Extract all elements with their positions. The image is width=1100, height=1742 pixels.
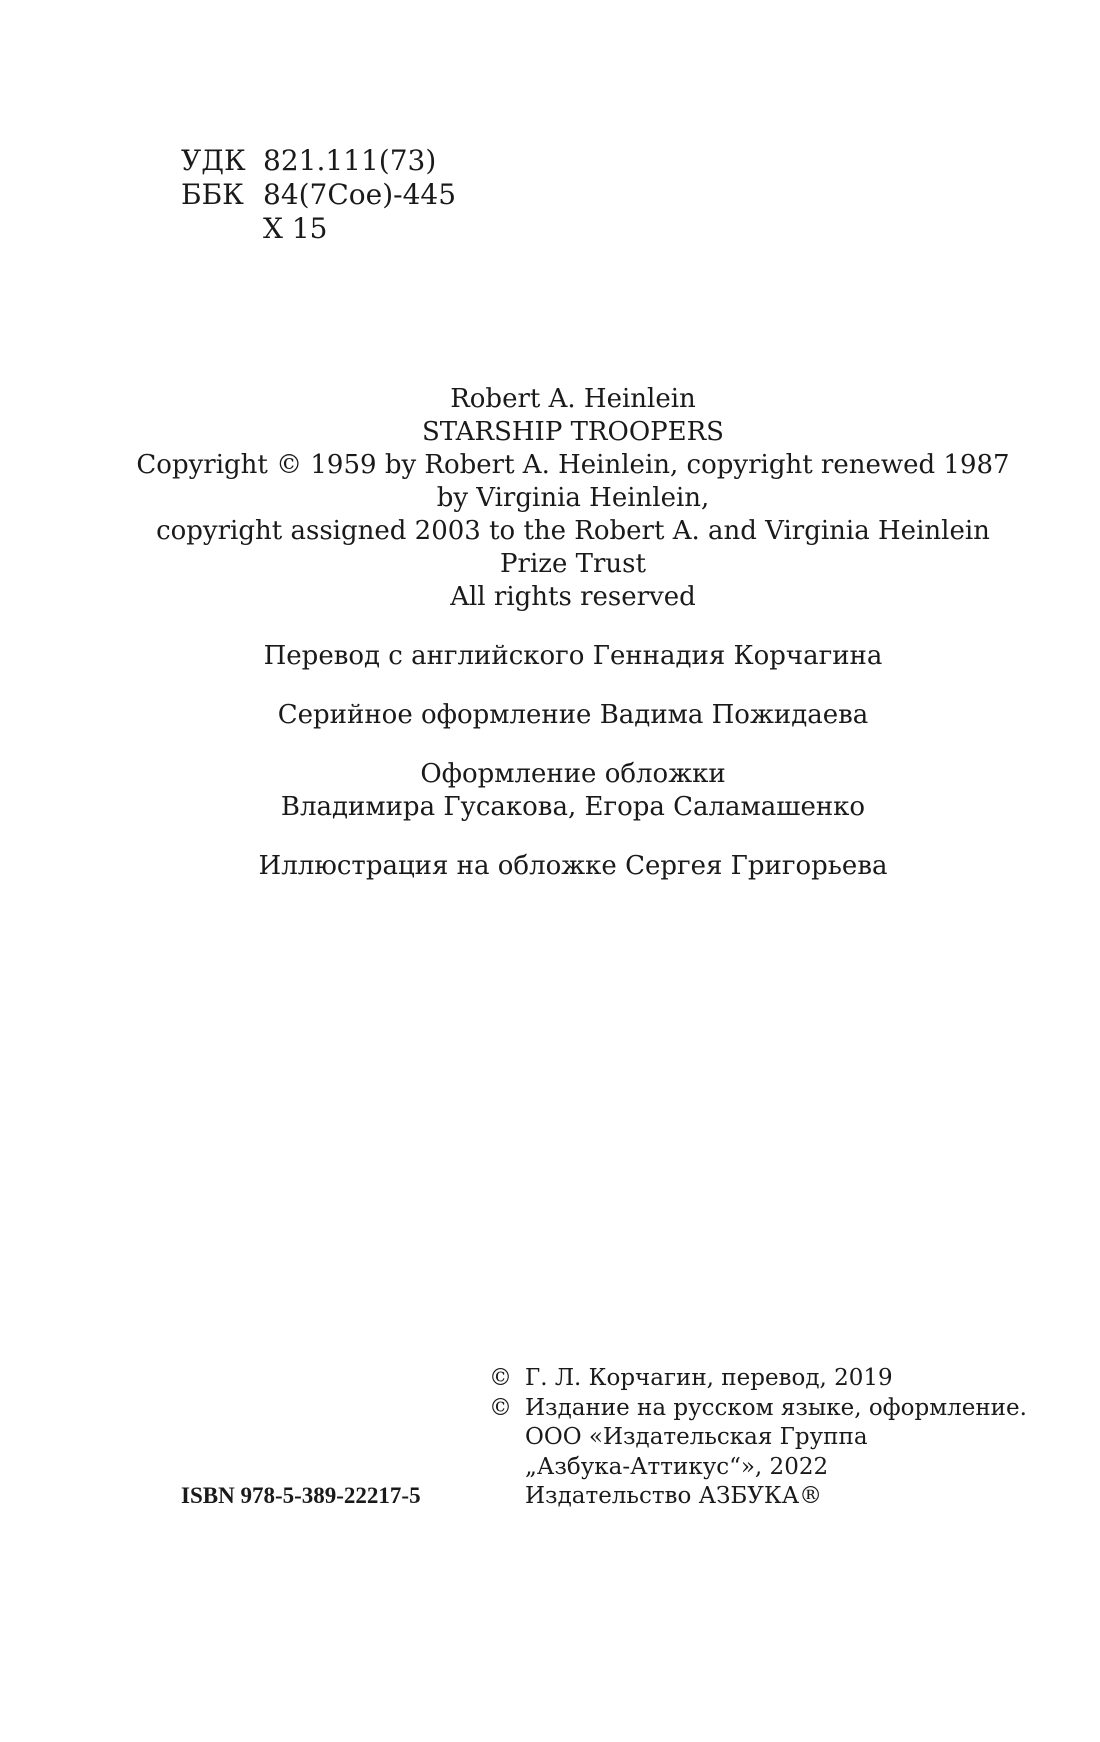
publisher-line: „Азбука-Аттикус“», 2022 — [525, 1453, 829, 1480]
original-author: Robert A. Heinlein — [450, 384, 696, 414]
copyright-symbol: © — [489, 1394, 512, 1421]
publisher-row — [489, 1453, 1027, 1483]
cover-design-line: Владимира Гусакова, Егора Саламашенко — [280, 792, 866, 822]
udk-value: 821.111(73) — [263, 144, 437, 177]
edition-copyright: Издание на русском языке, оформление. — [525, 1394, 1027, 1421]
copyright-line: copyright assigned 2003 to the Robert A. and Virginia Heinlein — [156, 516, 990, 546]
udk-row — [181, 144, 456, 178]
bbk-value: 84(7Сое)-445 — [263, 178, 457, 211]
copyright-line: Copyright © 1959 by Robert A. Heinlein, copyright renewed 1987 — [136, 450, 1010, 480]
russian-copyright-block — [489, 1364, 1027, 1512]
copyright-line: Prize Trust — [500, 549, 646, 579]
cover-design-credit — [0, 758, 1100, 824]
bbk-label: ББК — [181, 178, 244, 211]
publisher-imprint: Издательство АЗБУКА® — [525, 1483, 823, 1509]
bbk-row — [181, 178, 456, 212]
publisher-row — [489, 1482, 1027, 1512]
translation-credit: Перевод с английского Геннадия Корчагина — [263, 641, 883, 671]
series-design-credit: Серийное оформление Вадима Пожидаева — [277, 700, 869, 730]
original-copyright-block — [0, 383, 1100, 614]
isbn: ISBN 978-5-389-22217-5 — [181, 1483, 421, 1508]
rights-reserved: All rights reserved — [450, 582, 696, 612]
edition-copyright-row — [489, 1394, 1027, 1424]
copyright-symbol: © — [489, 1365, 512, 1391]
credits-block — [0, 640, 1100, 909]
udk-label: УДК — [181, 144, 246, 177]
copyright-line: by Virginia Heinlein, — [436, 483, 710, 513]
classification-block — [181, 144, 456, 246]
original-title: STARSHIP TROOPERS — [421, 417, 724, 447]
illustration-credit: Иллюстрация на обложке Сергея Григорьева — [258, 851, 888, 881]
publisher-row — [489, 1423, 1027, 1453]
author-code: Х 15 — [263, 212, 328, 245]
translation-copyright: Г. Л. Корчагин, перевод, 2019 — [525, 1365, 893, 1391]
cover-design-line: Оформление обложки — [420, 759, 726, 789]
author-code-row — [181, 212, 456, 246]
translation-copyright-row — [489, 1364, 1027, 1394]
publisher-line: ООО «Издательская Группа — [525, 1424, 868, 1450]
